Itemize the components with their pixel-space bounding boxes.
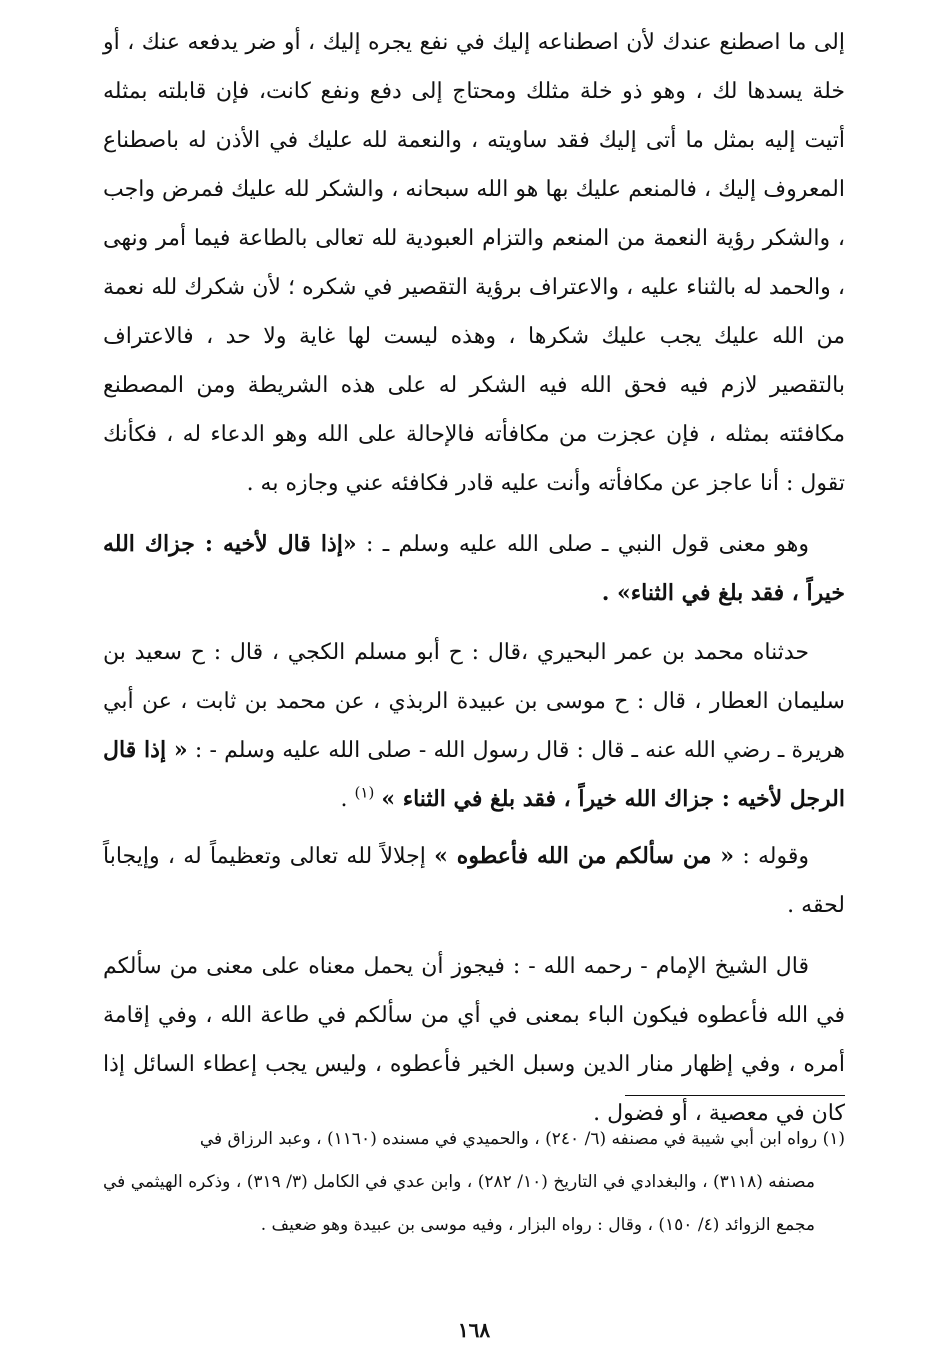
paragraph-end: إجلالاً لله تعالى وتعظيماً له ، وإيجاباً لحقه .: [103, 844, 845, 918]
hadith-quote: « إذا قال الرجل لأخيه : جزاك الله خيراً ، فقد بلغ في الثناء »: [103, 737, 845, 812]
paragraph-hadith-meaning: [103, 520, 845, 618]
book-page: [103, 18, 845, 1358]
paragraph-text: قال الشيخ الإمام - رحمه الله - : فيجوز أن يحمل معناه على معنى من سألكم في الله فأعطوه فيكون الباء بمعنى في أي من سألكم في طاعة الله ، وفي إقامة أمره ، وفي إظهار منار الدين وسبل الخير فأعطوه ، وليس يجب إعطاء السائل إذا كان في معصية ، أو فضول .: [103, 954, 845, 1126]
paragraph-gratitude: [103, 18, 845, 508]
footnote-first-line: (١) رواه ابن أبي شيبة في مصنفه (٦/ ٢٤٠) ، والحميدي في مسنده (١١٦٠) ، وعبد الرزاق في: [199, 1129, 845, 1149]
paragraph-intro: وهو معنى قول النبي ـ صلى الله عليه وسلم ـ :: [356, 532, 809, 557]
footnote-divider: [625, 1095, 845, 1096]
isnad-chain: حدثناه محمد بن عمر البحيري ،قال : ح أبو مسلم الكجي ، قال : ح سعيد بن سليمان العطار ، قال : ح موسى بن عبيدة الربذي ، عن محمد بن ثابت ، عن أبي هريرة ـ رضي الله عنه ـ قال : قال رسول الله - صلى الله عليه وسلم - :: [103, 640, 846, 763]
hadith-quote: « من سألكم من الله فأعطوه »: [434, 843, 735, 869]
footnote: [103, 1118, 845, 1247]
paragraph-shaykh-commentary: [103, 942, 845, 1138]
paragraph-end: .: [340, 787, 355, 812]
paragraph-isnad: [103, 628, 845, 824]
page-number: ١٦٨: [457, 1318, 491, 1342]
footnote-continuation: مصنفه (٣١١٨) ، والبغدادي في التاريخ (١٠/ ٢٨٢) ، وابن عدي في الكامل (٣/ ٣١٩) ، وذكره الهيثمي في مجمع الزوائد (٤/ ١٥٠) ، وقال : رواه البزار ، وفيه موسى بن عبيدة وهو ضعيف .: [103, 1172, 815, 1235]
hadith-quote: «إذا قال لأخيه : جزاك الله خيراً ، فقد بلغ في الثناء» .: [103, 531, 845, 606]
paragraph-intro: وقوله :: [734, 844, 809, 869]
paragraph-qawluh: [103, 832, 845, 930]
footnote-reference[interactable]: (١): [354, 783, 375, 802]
paragraph-text: إلى ما اصطنع عندك لأن اصطناعه إليك في نفع يجره إليك ، أو ضر يدفعه عنك ، أو خلة يسدها لك ، وهو ذو خلة مثلك ومحتاج إلى دفع ونفع كانت، فإن قابلته بمثله أتيت إليه بمثل ما أتى إليك فقد ساويته ، والنعمة لله عليك في الأذن له باصطناع المعروف إليك ، فالمنعم عليك بها هو الله سبحانه ، والشكر لله عليك فمرض واجب ، والشكر رؤية النعمة من المنعم والتزام العبودية لله تعالى بالطاعة فيما أمر ونهى ، والحمد له بالثناء عليه ، والاعتراف برؤية التقصير في شكره ؛ لأن شكرك لله نعمة من الله عليك يجب عليك شكرها ، وهذه ليست لها غاية ولا حد ، فالاعتراف بالتقصير لازم فيه فحق الله فيه الشكر له على هذه الشريطة ومن المصطنع مكافئته بمثله ، فإن عجزت من مكافأته فالإحالة على الله وهو الدعاء له ، فكأنك تقول : أنا عاجز عن مكافأته وأنت عليه قادر فكافئه عني وجازه به .: [103, 30, 845, 496]
